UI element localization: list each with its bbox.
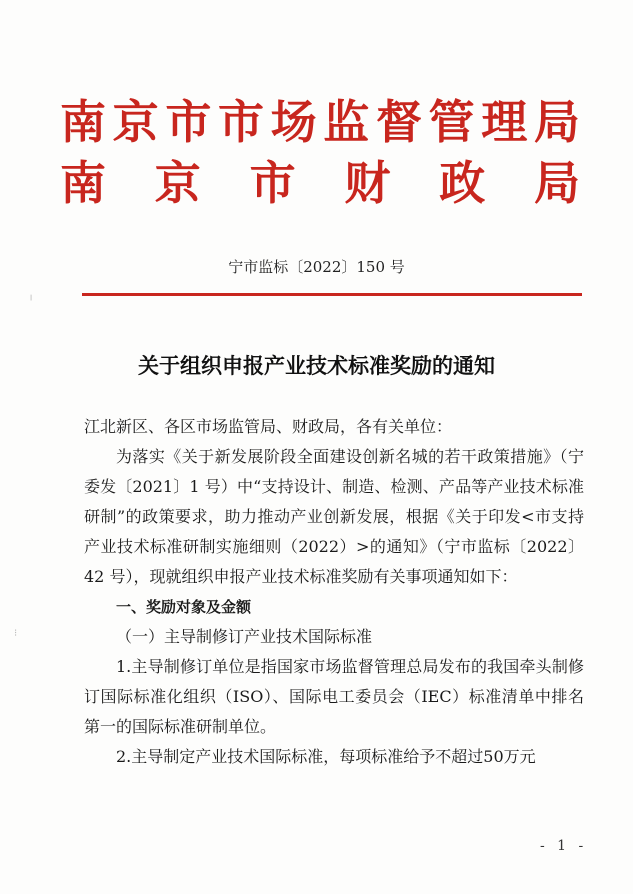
issuer1-char: 理 [481, 95, 528, 149]
item-paragraph-1: 1.主导制修订单位是指国家市场监督管理总局发布的我国牵头制修订国际标准化组织（ISO）、国际电工委员会（IEC）标准清单中排名第一的国际标准研制单位。 [84, 657, 584, 736]
issuer1-char: 场 [270, 95, 317, 149]
issuer1-char: 管 [428, 95, 475, 149]
item-paragraph-2: 2.主导制定产业技术国际标准，每项标准给予不超过50万元 [116, 747, 536, 766]
intro-paragraph: 为落实《关于新发展阶段全面建设创新名城的若干政策措施》（宁委发〔2021〕1 号）中“支持设计、制造、检测、产品等产业技术标准研制”的政策要求，助力推动产业创新发展，根据《关于印发<市支持产业技术标准研制实施细则（2022）>的通知》（宁市监标〔2022〕42 号），现就组织申报产业技术标准奖励有关事项通知如下： [84, 447, 584, 586]
recipients-line: 江北新区、各区市场监管局、财政局，各有关单位： [84, 417, 453, 436]
section-heading-1: 一、奖励对象及金额 [116, 598, 252, 616]
document-title: 关于组织申报产业技术标准奖励的通知 [138, 353, 495, 378]
issuer2-char: 市 [249, 156, 296, 210]
issuer2-char: 局 [533, 156, 580, 210]
issuer2-char: 南 [60, 156, 106, 210]
issuer1-char: 局 [533, 95, 580, 149]
issuer1-char: 督 [375, 95, 422, 149]
page-number: - 1 - [540, 838, 588, 854]
document-body [84, 412, 584, 772]
issuer2-char: 京 [154, 156, 201, 210]
issuer1-char: 市 [165, 95, 212, 149]
issuer1-char: 监 [323, 95, 370, 149]
subsection-heading-1: （一）主导制修订产业技术国际标准 [116, 627, 373, 646]
issuer1-char: 南 [60, 95, 106, 149]
scan-margin-mark: ╷ [28, 290, 35, 301]
issuer1-char: 京 [112, 95, 159, 149]
issuer1-char: 市 [217, 95, 264, 149]
issuer-name-market-supervision [60, 96, 580, 148]
scan-margin-mark: ⁝ [14, 628, 18, 639]
red-divider-line [82, 293, 582, 296]
issuer2-char: 政 [439, 156, 486, 210]
issuer-name-finance-bureau [60, 157, 580, 209]
issuer2-char: 财 [344, 156, 391, 210]
document-number: 宁市监标〔2022〕150 号 [228, 258, 405, 276]
